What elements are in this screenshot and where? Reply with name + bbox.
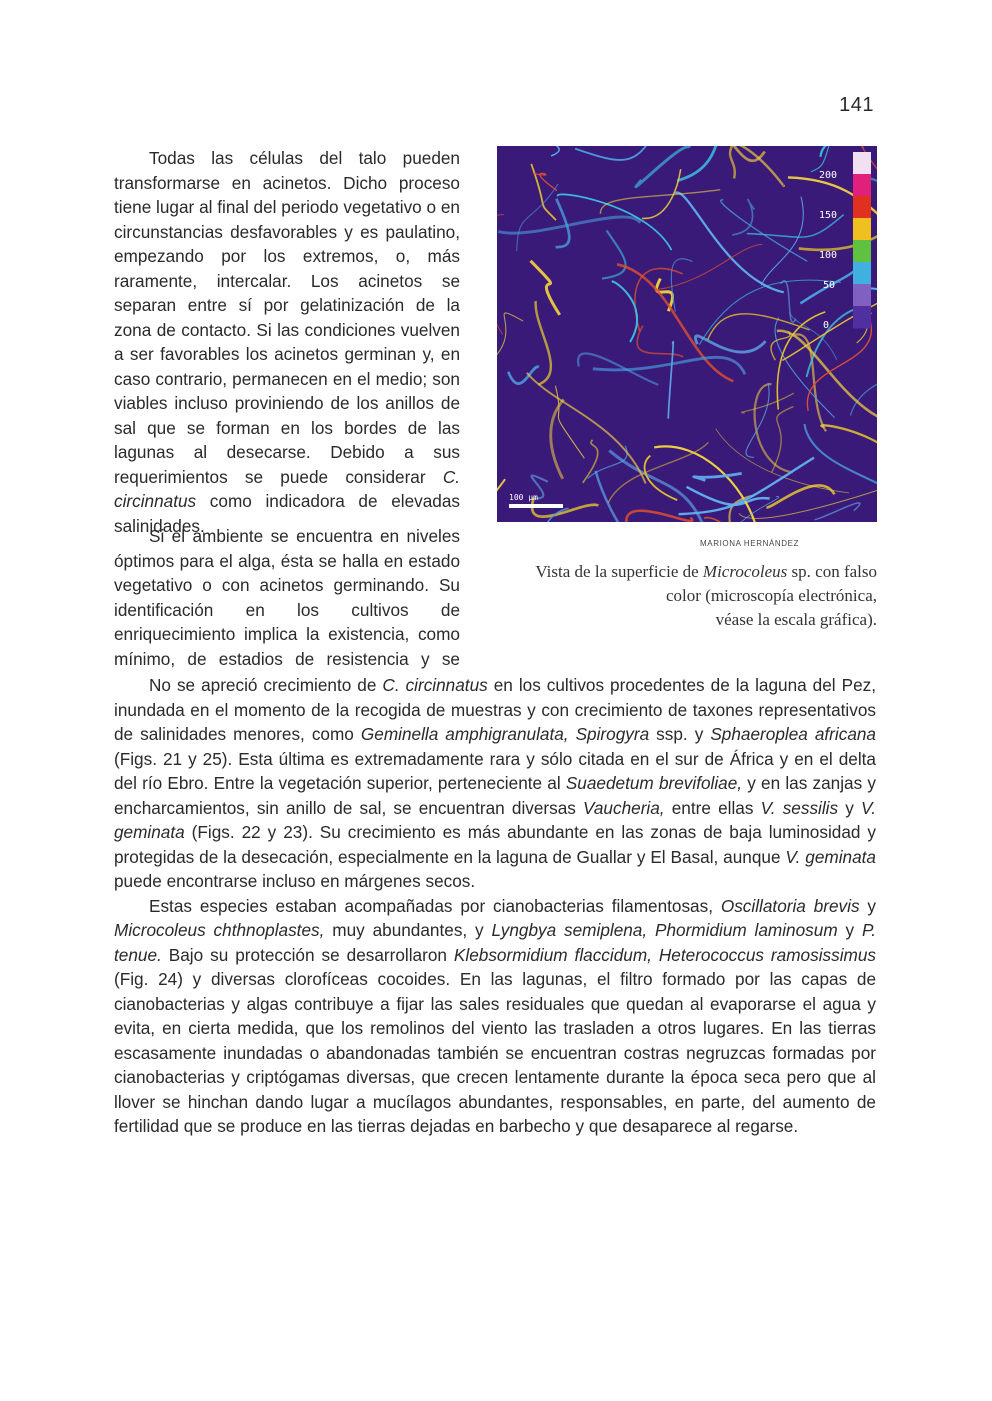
microscopy-figure	[497, 146, 877, 522]
scale-label-200: 200	[819, 170, 838, 181]
scale-swatch	[853, 262, 871, 285]
scale-label-150: 150	[819, 210, 838, 221]
false-color-micrograph	[497, 146, 877, 522]
paragraph-2: Si el ambiente se encuentra en niveles óptimos para el alga, ésta se halla en estado vegetativo o con acinetos germinando. Su identificación en los cultivos de enriquecimiento implica la existencia, como mínimo, de estadios de resistencia y se	[114, 526, 460, 669]
figure-caption: Vista de la superficie de Microcoleus sp. con falso color (microscopía electrónica, véase la escala gráfica).	[535, 562, 877, 629]
scale-bar-label: 100 μm	[509, 493, 538, 502]
scale-swatch	[853, 196, 871, 219]
photo-credit: MARIONA HERNÁNDEZ	[700, 539, 800, 548]
scale-label-50: 50	[823, 280, 836, 291]
scale-swatch	[853, 152, 871, 175]
scale-swatch	[853, 284, 871, 307]
paragraph-4: Estas especies estaban acompañadas por cianobacterias filamentosas, Oscillatoria brevis y Microcoleus chthnoplastes, muy abundantes, y Lyngbya semiplena, Phormidium laminosum y P. tenue. Bajo su protección se desarrollaron Klebsormidium flaccidum, Heterococcus ramosissimus (Fig. 24) y diversas clorofíceas cocoides. En las lagunas, el filtro formado por las capas de cianobacterias y algas contribuye a fijar las sales residuales que quedan al evaporarse el agua y evita, en cierta medida, que los remolinos del viento las trasladen a otros lugares. En las tierras escasamente inundadas o abandonadas también se encuentran costras negruzcas formadas por cianobacterias y criptógamas diversas, que crecen lentamente durante la época seca pero que al llover se hinchan dando lugar a mucílagos abundantes, responsables, en parte, del aumento de fertilidad que se produce en las tierras dejadas en barbecho y que desaparece al regarse.	[114, 895, 876, 1136]
full-width-text	[114, 673, 876, 1139]
paragraph-1: Todas las células del talo pueden transformarse en acinetos. Dicho proceso tiene lugar al final del periodo vegetativo o en circunstancias desfavorables y es paulatino, empezando por los extremos, o, más raramente, intercalar. Los acinetos se separan entre sí por gelatinización de la zona de contacto. Si las condiciones vuelven a ser favorables los acinetos germinan y, en caso contrario, permanecen en el medio; son viables incluso proviniendo de los anillos de sal que se forman en los bordes de las lagunas al desecarse. Debido a sus requerimientos se puede considerar C. circinnatus como indicadora de elevadas salinidades.	[114, 148, 460, 536]
scale-label-0: 0	[823, 320, 830, 331]
left-column-text	[114, 146, 460, 538]
scale-swatch	[853, 218, 871, 241]
scale-swatch	[853, 240, 871, 263]
paragraph-3: No se apreció crecimiento de C. circinnatus en los cultivos procedentes de la laguna del Pez, inundada en el momento de la recogida de muestras y con crecimiento de taxones representativos de salinidades menores, como Geminella amphigranulata, Spirogyra ssp. y Sphaeroplea africana (Figs. 21 y 25). Esta última es extremadamente rara y sólo citada en el sur de África y en el delta del río Ebro. Entre la vegetación superior, perteneciente al Suaedetum brevifoliae, y en las zanjas y encharcamientos, sin anillo de sal, se encuentran diversas Vaucheria, entre ellas V. sessilis y V. geminata (Figs. 22 y 23). Su crecimiento es más abundante en las zonas de baja luminosidad y protegidas de la desecación, especialmente en la laguna de Guallar y El Basal, aunque V. geminata puede encontrarse incluso en márgenes secos.	[114, 675, 876, 891]
species-name: C. circinnatus	[114, 466, 460, 511]
scale-swatch	[853, 174, 871, 197]
page-number: 141	[839, 94, 874, 116]
left-column-text-2	[114, 524, 460, 671]
scale-label-100: 100	[819, 250, 838, 261]
scale-swatch	[853, 306, 871, 329]
